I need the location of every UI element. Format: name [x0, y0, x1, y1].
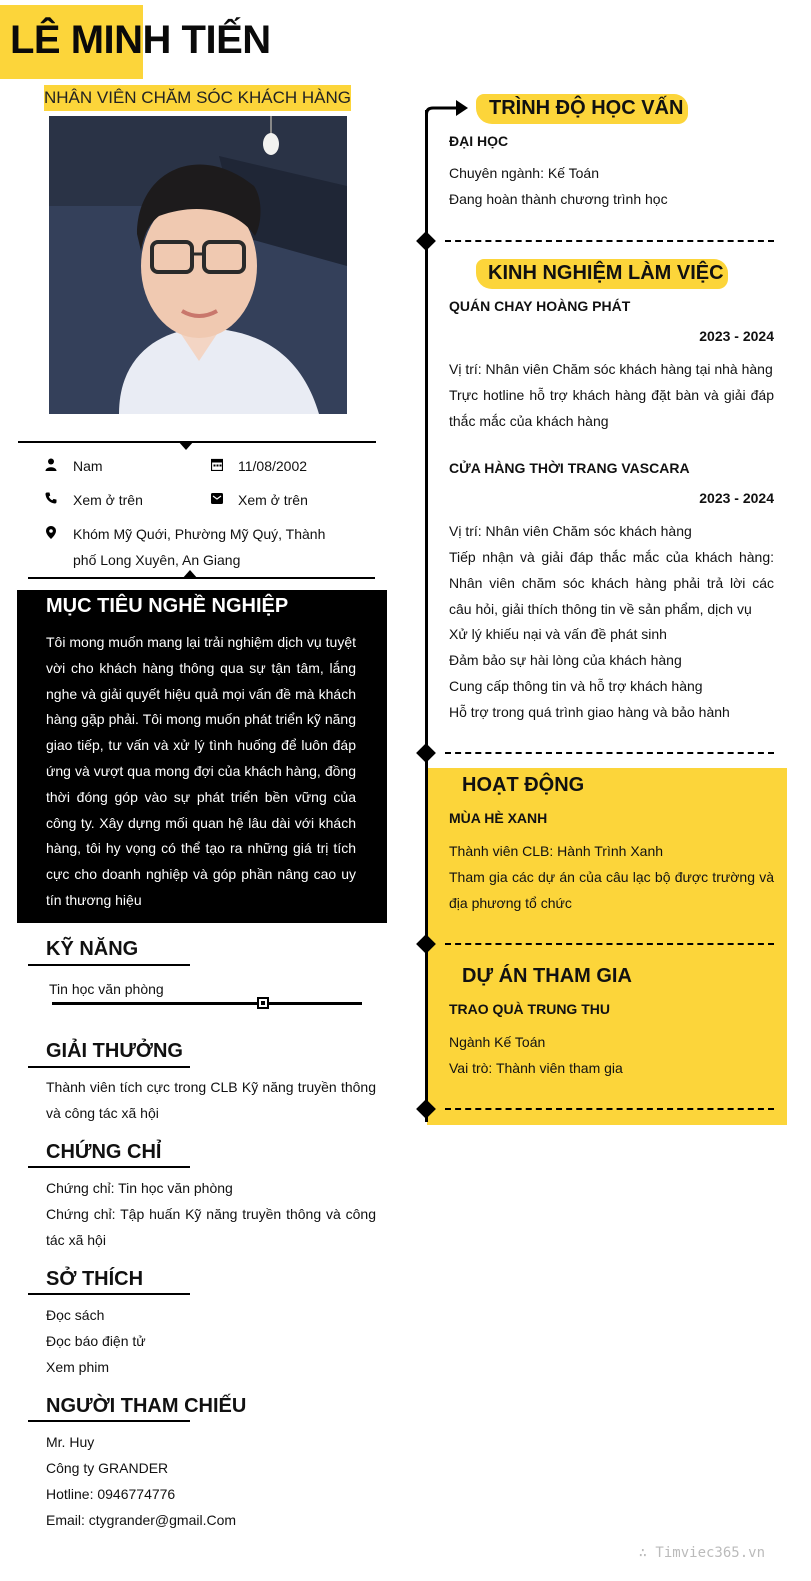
- certificate-item: Chứng chỉ: Tập huấn Kỹ năng truyền thông và công tác xã hội: [46, 1206, 376, 1248]
- job-line: Vị trí: Nhân viên Chăm sóc khách hàng tại nhà hàng: [449, 361, 773, 377]
- birthday-value: 11/08/2002: [238, 458, 308, 474]
- references-title: NGƯỜI THAM CHIẾU: [46, 1395, 247, 1417]
- skills-underline: [28, 964, 190, 966]
- divider-bottom-arrow: [182, 570, 198, 579]
- project-name: TRAO QUÀ TRUNG THU: [449, 1001, 610, 1017]
- job-line: Đảm bảo sự hài lòng của khách hàng: [449, 652, 682, 668]
- job-company: QUÁN CHAY HOÀNG PHÁT: [449, 298, 631, 314]
- timeline-arrow-icon: [425, 96, 470, 122]
- project-line: Vai trò: Thành viên tham gia: [449, 1060, 623, 1076]
- education-line: Đang hoàn thành chương trình học: [449, 191, 668, 207]
- projects-title: DỰ ÁN THAM GIA: [462, 965, 632, 987]
- hobby-item: Đọc sách: [46, 1307, 105, 1323]
- hobbies-title: SỞ THÍCH: [46, 1268, 144, 1290]
- job-period: 2023 - 2024: [699, 490, 774, 506]
- skill-bar-marker: [257, 997, 269, 1009]
- education-title: TRÌNH ĐỘ HỌC VẤN: [489, 97, 684, 119]
- address-value: Khóm Mỹ Quới, Phường Mỹ Quý, Thành phố Long Xuyên, An Giang: [73, 526, 326, 568]
- section-separator: [445, 1108, 774, 1110]
- job-title: NHÂN VIÊN CHĂM SÓC KHÁCH HÀNG: [44, 85, 351, 111]
- education-line: Chuyên ngành: Kế Toán: [449, 165, 599, 181]
- user-icon: [44, 457, 58, 471]
- objective-title: MỤC TIÊU NGHỀ NGHIỆP: [46, 595, 289, 617]
- activity-name: MÙA HÈ XANH: [449, 810, 548, 826]
- awards-title: GIẢI THƯỞNG: [46, 1040, 183, 1062]
- job-company: CỬA HÀNG THỜI TRANG VASCARA: [449, 460, 690, 476]
- awards-underline: [28, 1066, 190, 1068]
- certificates-title: CHỨNG CHỈ: [46, 1141, 162, 1163]
- phone-icon: [44, 491, 58, 505]
- hobbies-underline: [28, 1293, 190, 1295]
- certificate-item: Chứng chỉ: Tin học văn phòng: [46, 1180, 233, 1196]
- job-line: Cung cấp thông tin và hỗ trợ khách hàng: [449, 678, 703, 694]
- skills-title: KỸ NĂNG: [46, 938, 139, 960]
- reference-item: Công ty GRANDER: [46, 1460, 169, 1476]
- references-underline: [28, 1420, 190, 1422]
- award-item: Thành viên tích cực trong CLB Kỹ năng truyền thông và công tác xã hội: [46, 1079, 376, 1121]
- hobby-item: Xem phim: [46, 1359, 110, 1375]
- timeline-node: [416, 231, 436, 251]
- skill-label: Tin học văn phòng: [49, 981, 164, 997]
- job-line: Tiếp nhận và giải đáp thắc mắc của khách hàng: Nhân viên chăm sóc khách hàng phải trả lời các câu hỏi, giải thích thông tin về sản phẩm, dịch vụ: [449, 549, 774, 617]
- divider-bottom: [28, 577, 375, 579]
- activity-line: Tham gia các dự án của câu lạc bộ được trường và địa phương tổ chức: [449, 869, 774, 911]
- timeline-line: [425, 110, 428, 1122]
- email-value: Xem ở trên: [238, 492, 308, 508]
- skill-bar-track: [52, 1002, 362, 1005]
- certificates-underline: [28, 1166, 190, 1168]
- experience-title: KINH NGHIỆM LÀM VIỆC: [488, 262, 724, 284]
- phone-value: Xem ở trên: [73, 492, 143, 508]
- education-school: ĐẠI HỌC: [449, 133, 509, 149]
- section-separator: [445, 240, 774, 242]
- activities-title: HOẠT ĐỘNG: [462, 774, 585, 796]
- job-line: Hỗ trợ trong quá trình giao hàng và bảo hành: [449, 704, 730, 720]
- gender-value: Nam: [73, 458, 103, 474]
- job-period: 2023 - 2024: [699, 328, 774, 344]
- objective-text: Tôi mong muốn mang lại trải nghiệm dịch vụ tuyệt vời cho khách hàng thông qua sự tận tâm, lắng nghe và giải quyết hiệu quả mọi vấn đề mà khách hàng gặp phải. Tôi mong muốn phát triển kỹ năng giao tiếp, tư vấn và xử lý tình huống để luôn đáp ứng và vượt qua mong đợi của khách hàng, đồng thời đóng góp vào sự phát triển bền vững của công ty. Xây dựng mối quan hệ lâu dài với khách hàng, tôi hy vọng có thể tạo ra những giá trị tích cực cho doanh nghiệp và góp phần nâng cao uy tín thương hiệu: [46, 634, 356, 908]
- section-separator: [445, 943, 774, 945]
- job-line: Trực hotline hỗ trợ khách hàng đặt bàn và giải đáp thắc mắc của khách hàng: [449, 387, 774, 429]
- reference-item: Hotline: 0946774776: [46, 1486, 176, 1502]
- timeline-node: [416, 743, 436, 763]
- divider-top-arrow: [178, 441, 194, 450]
- reference-item: Email: ctygrander@gmail.Com: [46, 1512, 237, 1528]
- reference-item: Mr. Huy: [46, 1434, 95, 1450]
- activity-line: Thành viên CLB: Hành Trình Xanh: [449, 843, 664, 859]
- job-line: Vị trí: Nhân viên Chăm sóc khách hàng: [449, 523, 692, 539]
- profile-photo: [49, 116, 347, 414]
- candidate-name: LÊ MINH TIẾN: [10, 18, 271, 62]
- section-separator: [445, 752, 774, 754]
- location-pin-icon: [44, 525, 58, 539]
- job-line: Xử lý khiếu nại và vấn đề phát sinh: [449, 626, 667, 642]
- project-line: Ngành Kế Toán: [449, 1034, 546, 1050]
- watermark: ∴ Timviec365.vn: [638, 1545, 765, 1561]
- divider-top: [18, 441, 376, 443]
- hobby-item: Đọc báo điện tử: [46, 1333, 146, 1349]
- calendar-icon: [210, 457, 224, 471]
- email-icon: [210, 491, 224, 505]
